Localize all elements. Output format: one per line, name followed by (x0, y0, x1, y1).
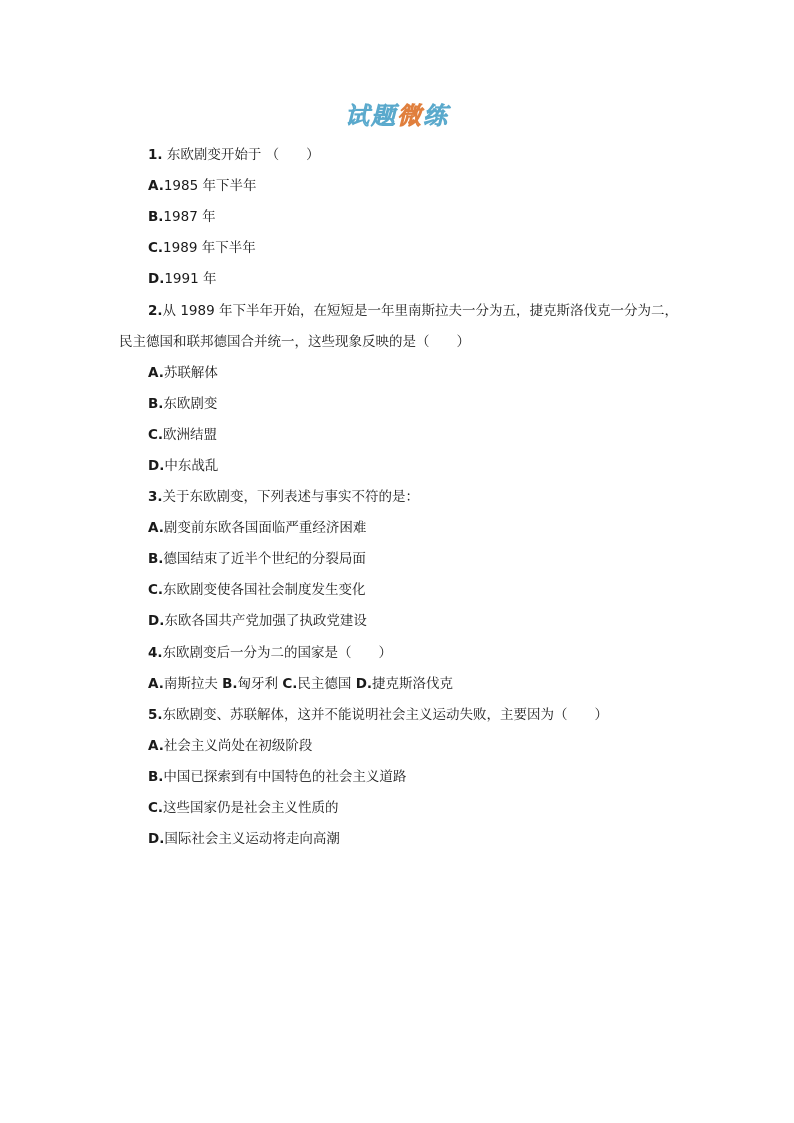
option-label: D. (148, 613, 165, 629)
option-text: 匈牙利 (237, 676, 283, 692)
question-1-option-d (148, 269, 217, 289)
question-number: 4. (148, 645, 163, 661)
option-text: 民主德国 (297, 676, 356, 692)
option-label: A. (148, 676, 164, 692)
question-4-options (148, 674, 453, 694)
option-text: 欧洲结盟 (163, 427, 218, 443)
option-text: 东欧各国共产党加强了执政党建设 (164, 613, 367, 629)
question-text: 从 1989 年下半年开始，在短短是一年里南斯拉夫一分为五，捷克斯洛伐克一分为二， (162, 303, 678, 319)
title-char-3: 微 (397, 101, 423, 130)
question-text: 东欧剧变开始于 （ ） (162, 147, 320, 163)
option-text: 1991 年 (164, 271, 217, 287)
question-text: 关于东欧剧变，下列表述与事实不符的是： (162, 489, 420, 505)
title-char-2: 题 (371, 101, 397, 130)
question-2-option-b (148, 394, 217, 414)
option-label: D. (148, 831, 165, 847)
option-label: B. (148, 769, 164, 785)
option-text: 南斯拉夫 (163, 676, 223, 692)
title-char-1: 试 (345, 101, 371, 130)
option-text: 国际社会主义运动将走向高潮 (164, 831, 340, 847)
option-text: 剧变前东欧各国面临严重经济困难 (163, 520, 367, 536)
option-text: 德国结束了近半个世纪的分裂局面 (163, 551, 366, 567)
option-label: B. (222, 676, 238, 692)
option-text: 这些国家仍是社会主义性质的 (163, 800, 339, 816)
option-label: A. (148, 738, 164, 754)
option-label: C. (282, 676, 298, 692)
question-1-option-c (148, 238, 256, 258)
question-1-option-b (148, 207, 216, 227)
question-2-option-c (148, 425, 217, 445)
option-text: 1987 年 (163, 209, 216, 225)
option-text: 中东战乱 (164, 458, 219, 474)
question-3-option-a (148, 518, 366, 538)
option-label: D. (148, 458, 165, 474)
question-4-stem (148, 643, 392, 663)
option-label: D. (355, 676, 373, 692)
option-text: 中国已探索到有中国特色的社会主义道路 (163, 769, 407, 785)
option-label: B. (148, 551, 164, 567)
question-2-option-a (148, 363, 218, 383)
option-label: C. (148, 582, 164, 598)
question-text: 东欧剧变后一分为二的国家是（ ） (162, 645, 393, 661)
option-label: A. (148, 520, 164, 536)
question-3-stem (148, 487, 419, 507)
option-text: 东欧剧变 (163, 396, 218, 412)
question-number: 3. (148, 489, 163, 505)
question-1-option-a (148, 176, 256, 196)
option-text: 1989 年下半年 (163, 240, 256, 256)
question-5-option-a (148, 736, 312, 756)
option-label: C. (148, 240, 164, 256)
option-label: B. (148, 209, 164, 225)
option-text: 1985 年下半年 (163, 178, 257, 194)
page-title (0, 98, 794, 134)
question-1-stem (148, 145, 320, 165)
question-3-option-c (148, 580, 366, 600)
question-number: 1. (148, 147, 163, 163)
question-2-stem-line-1 (148, 301, 678, 321)
question-text: 东欧剧变、苏联解体，这并不能说明社会主义运动失败，主要因为（ ） (162, 707, 609, 723)
option-label: C. (148, 427, 164, 443)
question-2-stem-line-2 (119, 332, 470, 352)
option-text: 苏联解体 (163, 365, 218, 381)
option-label: D. (148, 271, 165, 287)
option-label: C. (148, 800, 164, 816)
question-5-option-c (148, 798, 339, 818)
question-5-stem (148, 705, 608, 725)
question-5-option-b (148, 767, 406, 787)
question-5-option-d (148, 829, 340, 849)
option-label: A. (148, 365, 164, 381)
question-3-option-b (148, 549, 366, 569)
option-text: 捷克斯洛伐克 (372, 676, 454, 692)
question-text: 民主德国和联邦德国合并统一，这些现象反映的是（ ） (119, 334, 470, 350)
option-label: B. (148, 396, 164, 412)
question-3-option-d (148, 611, 367, 631)
question-number: 2. (148, 303, 163, 319)
question-2-option-d (148, 456, 218, 476)
question-number: 5. (148, 707, 163, 723)
option-text: 东欧剧变使各国社会制度发生变化 (163, 582, 366, 598)
option-text: 社会主义尚处在初级阶段 (163, 738, 313, 754)
title-char-4: 练 (423, 101, 449, 130)
option-label: A. (148, 178, 164, 194)
